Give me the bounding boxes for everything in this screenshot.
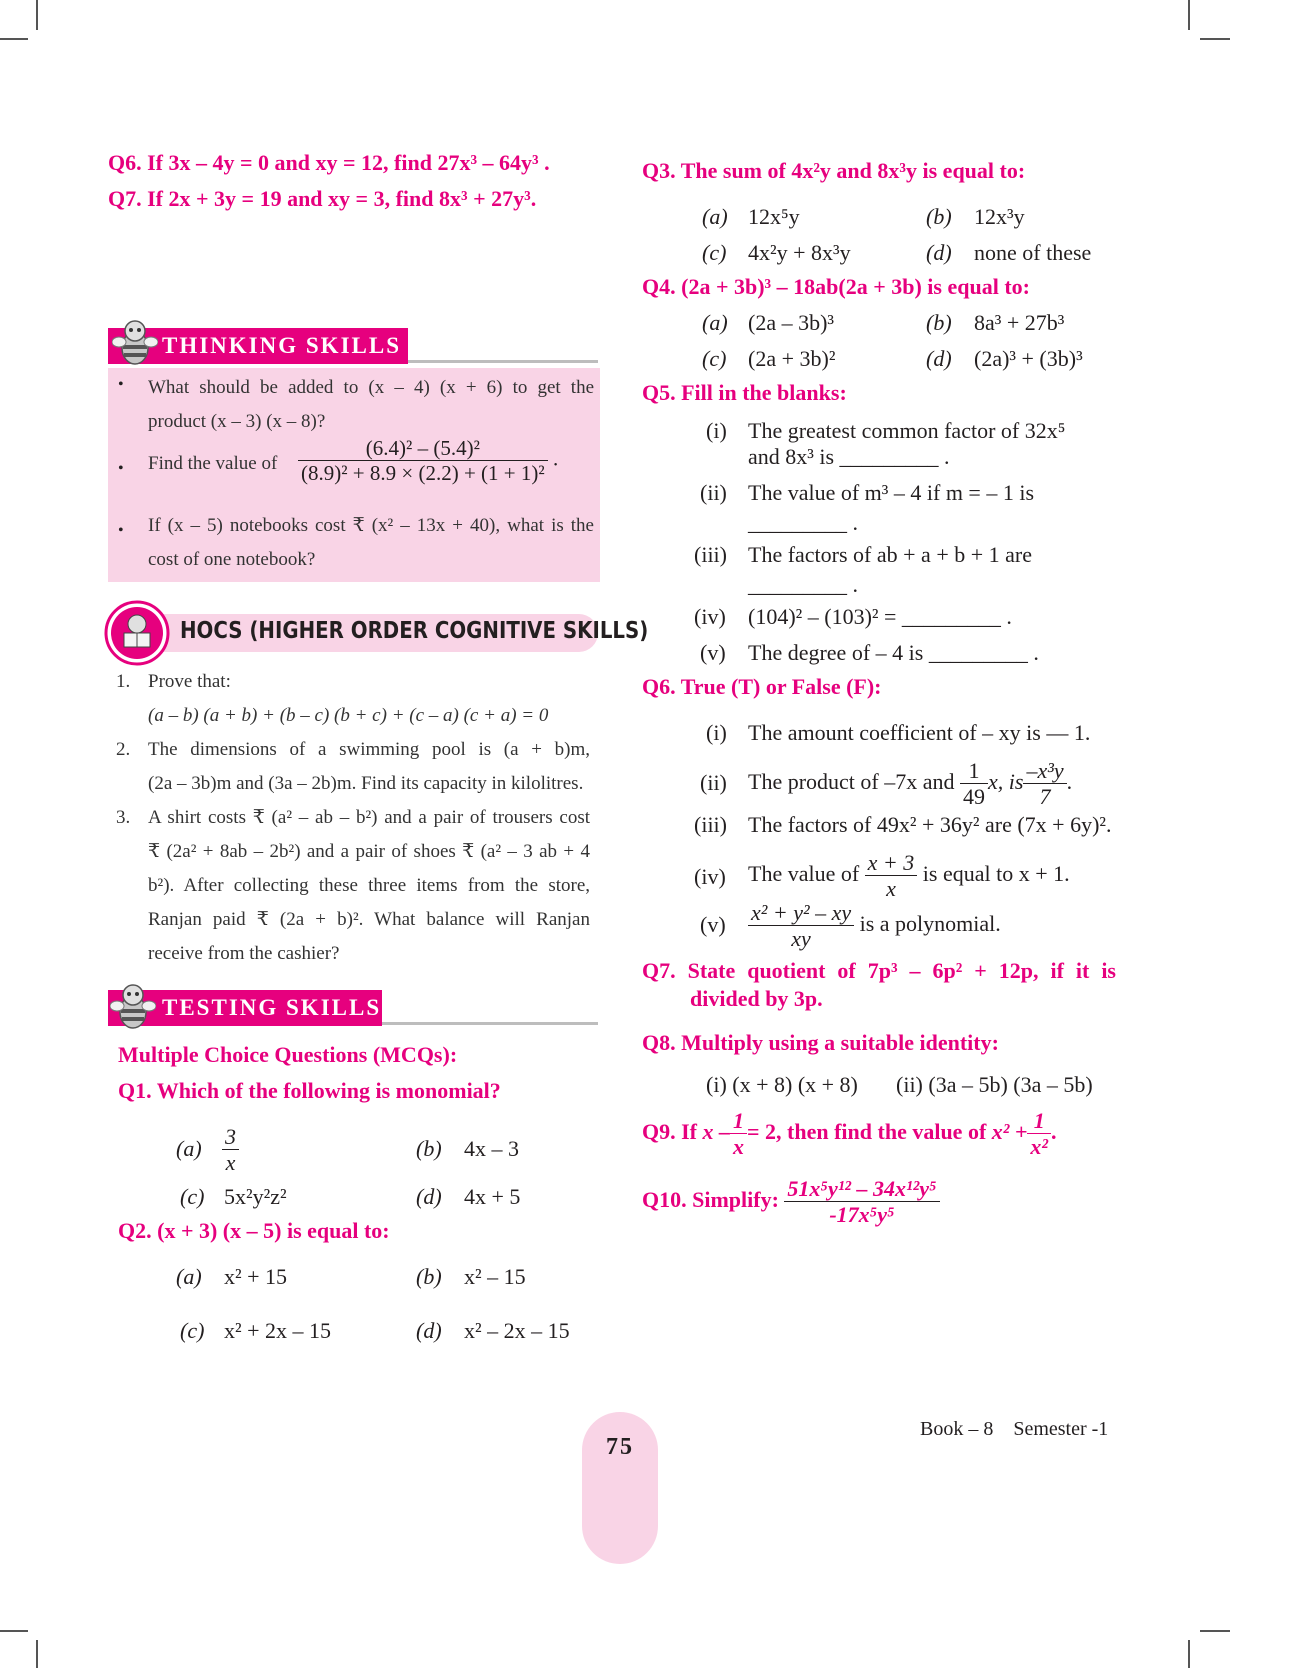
bullet: • <box>118 460 124 477</box>
hocs-number-3: 3. <box>116 807 131 828</box>
thinking-item-1-line-2: product (x – 3) (x – 8)? <box>148 411 326 432</box>
item-label: (iii) <box>694 812 727 837</box>
option-label: (c) <box>180 1184 205 1209</box>
option-label: (a) <box>176 1264 202 1289</box>
fraction-numerator: (6.4)² – (5.4)² <box>298 436 548 461</box>
q5-item-iii-line-2: _________ . <box>748 572 858 597</box>
q6-item-i: The amount coefficient of – xy is — 1. <box>748 720 1091 745</box>
hocs-item-1-line-1: Prove that: <box>148 671 231 692</box>
banner-rule <box>408 360 598 363</box>
fraction-numerator: 51x⁵y¹² – 34x¹²y⁵ <box>784 1176 939 1202</box>
crop-mark <box>1188 1640 1190 1668</box>
question-q3: Q3. The sum of 4x²y and 8x³y is equal to: <box>642 158 1026 183</box>
thinking-item-2-lead: Find the value of <box>148 453 278 474</box>
q6-item-ii-end: . <box>1066 768 1073 794</box>
fraction-numerator: 1 <box>1027 1108 1051 1134</box>
q6-item-v-end: is a polynomial. <box>859 910 1001 936</box>
hocs-item-3-line-1: A shirt costs ₹ (a² – ab – b²) and a pair of trousers cost <box>148 807 590 828</box>
q1-option-a <box>222 1124 239 1176</box>
bee-mascot-icon <box>112 318 158 368</box>
q3-option-d: none of these <box>974 240 1092 265</box>
item-label: (iv) <box>694 864 726 889</box>
item-label: (i) <box>706 418 727 443</box>
option-label: (d) <box>926 346 952 371</box>
hocs-number-2: 2. <box>116 739 131 760</box>
item-label: (iii) <box>694 542 727 567</box>
fraction-numerator: 3 <box>222 1124 239 1150</box>
thinking-item-2-fraction: $\frac{\text{(6.4)² – (5.4)²}}{\text{(8.9)² + 8.9 × (2.2) + (1 + 1)²}}$ . <box>298 436 558 485</box>
bullet: • <box>118 522 124 539</box>
q5-item-v: The degree of – 4 is _________ . <box>748 640 1039 665</box>
book-semester-label: Book – 8 Semester -1 <box>920 1418 1109 1440</box>
q2-option-c: x² + 2x – 15 <box>224 1318 332 1343</box>
fraction-denominator: x <box>733 1134 744 1160</box>
q9-end: . <box>1051 1118 1057 1144</box>
q4-option-c: (2a + 3b)² <box>748 346 836 371</box>
option-label: (a) <box>702 204 728 229</box>
page-number: 75 <box>606 1434 634 1460</box>
option-label: (d) <box>416 1184 442 1209</box>
question-q8: Q8. Multiply using a suitable identity: <box>642 1030 999 1055</box>
hocs-item-3-line-5: receive from the cashier? <box>148 943 340 964</box>
hocs-item-2-line-2: (2a – 3b)m and (3a – 2b)m. Find its capacity in kilolitres. <box>148 773 584 794</box>
q5-item-iv: (104)² – (103)² = _________ . <box>748 604 1012 629</box>
fraction-numerator: 1 <box>730 1108 747 1134</box>
question-q6-right: Q6. True (T) or False (F): <box>642 674 882 699</box>
fraction-denominator: x <box>886 876 896 902</box>
hocs-item-2-line-1: The dimensions of a swimming pool is (a + b)m, <box>148 739 590 760</box>
q6-item-ii-mid: x, is <box>988 768 1024 794</box>
q6-item-v <box>748 900 1001 952</box>
hocs-item-3-line-3: b²). After collecting these three items from the store, <box>148 875 590 896</box>
q9-mid: = 2, then find the value of <box>747 1118 987 1144</box>
q4-option-d: (2a)³ + (3b)³ <box>974 346 1083 371</box>
option-label: (b) <box>926 204 952 229</box>
question-q9 <box>642 1108 1057 1160</box>
hocs-number-1: 1. <box>116 671 131 692</box>
hocs-item-3-line-2: ₹ (2a² + 8ab – 2b²) and a pair of shoes ₹ (a² – 3 ab + 4 <box>148 841 590 862</box>
q1-option-b: 4x – 3 <box>464 1136 519 1161</box>
crop-mark <box>0 38 28 40</box>
fraction-numerator: x² + y² – xy <box>748 900 854 926</box>
reading-mascot-icon <box>104 600 170 666</box>
fraction-denominator: x² <box>1030 1134 1049 1160</box>
q5-item-ii-line-1: The value of m³ – 4 if m = – 1 is <box>748 480 1035 505</box>
q4-option-b: 8a³ + 27b³ <box>974 310 1065 335</box>
question-q7-left: Q7. If 2x + 3y = 19 and xy = 3, find 8x³ + 27y³. <box>108 186 537 211</box>
item-label: (v) <box>700 640 726 665</box>
crop-mark <box>1188 0 1190 30</box>
option-label: (b) <box>926 310 952 335</box>
item-label: (ii) <box>700 770 727 795</box>
fraction-denominator: x <box>225 1150 236 1176</box>
fraction-denominator: 49 <box>963 784 985 810</box>
bee-mascot-icon <box>110 982 156 1032</box>
crop-mark <box>1200 38 1230 40</box>
question-q4: Q4. (2a + 3b)³ – 18ab(2a + 3b) is equal to: <box>642 274 1030 299</box>
thinking-item-1-line-1: What should be added to (x – 4) (x + 6) to get the <box>148 377 594 398</box>
item-label: (iv) <box>694 604 726 629</box>
fraction-denominator: xy <box>791 926 811 952</box>
option-label: (b) <box>416 1264 442 1289</box>
q9-lead: Q9. If <box>642 1118 697 1144</box>
q2-option-b: x² – 15 <box>464 1264 526 1289</box>
q2-option-a: x² + 15 <box>224 1264 288 1289</box>
q8-item-i: (i) (x + 8) (x + 8) <box>706 1072 858 1097</box>
mcq-heading: Multiple Choice Questions (MCQs): <box>118 1042 458 1067</box>
thinking-item-3-line-1: If (x – 5) notebooks cost ₹ (x² – 13x + 40), what is the <box>148 515 594 536</box>
q9-x2: x² + <box>991 1118 1028 1144</box>
q6-item-iii: The factors of 49x² + 36y² are (7x + 6y)². <box>748 812 1112 837</box>
q10-lead: Q10. Simplify: <box>642 1186 779 1212</box>
fraction-numerator: 1 <box>960 758 988 784</box>
option-label: (b) <box>416 1136 442 1161</box>
item-label: (ii) <box>700 480 727 505</box>
question-q1: Q1. Which of the following is monomial? <box>118 1078 501 1103</box>
fraction-numerator: –x³y <box>1023 758 1066 784</box>
fraction-numerator: x + 3 <box>865 850 918 876</box>
option-label: (a) <box>702 310 728 335</box>
q5-item-i-line-1: The greatest common factor of 32x⁵ <box>748 418 1066 443</box>
fraction-denominator: -17x⁵y⁵ <box>829 1202 895 1228</box>
item-label: (v) <box>700 912 726 937</box>
crop-mark <box>36 0 38 30</box>
q5-item-ii-line-2: _________ . <box>748 510 858 535</box>
q3-option-a: 12x⁵y <box>748 204 800 229</box>
option-label: (c) <box>702 240 727 265</box>
question-q2: Q2. (x + 3) (x – 5) is equal to: <box>118 1218 390 1243</box>
q5-item-i-line-2: and 8x³ is _________ . <box>748 444 950 469</box>
q2-option-d: x² – 2x – 15 <box>464 1318 570 1343</box>
crop-mark <box>0 1630 28 1632</box>
banner-rule <box>382 1022 598 1025</box>
q3-option-b: 12x³y <box>974 204 1025 229</box>
q3-option-c: 4x²y + 8x³y <box>748 240 851 265</box>
q6-item-iv-lead: The value of <box>748 860 860 886</box>
fraction-denominator: 7 <box>1039 784 1051 810</box>
q9-x: x – <box>702 1118 730 1144</box>
option-label: (c) <box>180 1318 205 1343</box>
q6-item-ii-lead: The product of –7x and <box>748 768 955 794</box>
testing-skills-title: TESTING SKILLS <box>162 995 382 1020</box>
q6-item-ii <box>748 758 1072 810</box>
q1-option-d: 4x + 5 <box>464 1184 521 1209</box>
q6-item-iv-end: is equal to x + 1. <box>922 860 1070 886</box>
bullet: • <box>118 376 124 393</box>
question-q6-left: Q6. If 3x – 4y = 0 and xy = 12, find 27x³ – 64y³ . <box>108 150 550 175</box>
q4-option-a: (2a – 3b)³ <box>748 310 835 335</box>
hocs-item-1-line-2: (a – b) (a + b) + (b – c) (b + c) + (c – a) (c + a) = 0 <box>148 705 549 726</box>
option-label: (a) <box>176 1136 202 1161</box>
question-q10 <box>642 1176 940 1228</box>
option-label: (d) <box>926 240 952 265</box>
option-label: (d) <box>416 1318 442 1343</box>
q1-option-c: 5x²y²z² <box>224 1184 287 1209</box>
q6-item-iv <box>748 850 1070 902</box>
thinking-skills-title: THINKING SKILLS <box>162 333 401 358</box>
item-label: (i) <box>706 720 727 745</box>
option-label: (c) <box>702 346 727 371</box>
thinking-item-3-line-2: cost of one notebook? <box>148 549 316 570</box>
hocs-item-3-line-4: Ranjan paid ₹ (2a + b)². What balance will Ranjan <box>148 909 590 930</box>
question-q7-right-line-2: divided by 3p. <box>690 986 823 1011</box>
question-q7-right-line-1: Q7. State quotient of 7p³ – 6p² + 12p, if it is <box>642 958 1116 983</box>
crop-mark <box>36 1640 38 1668</box>
crop-mark <box>1200 1630 1230 1632</box>
q5-item-iii-line-1: The factors of ab + a + b + 1 are <box>748 542 1032 567</box>
question-q5: Q5. Fill in the blanks: <box>642 380 847 405</box>
fraction-denominator: (8.9)² + 8.9 × (2.2) + (1 + 1)² <box>301 461 545 486</box>
q8-item-ii: (ii) (3a – 5b) (3a – 5b) <box>896 1072 1093 1097</box>
hocs-title: HOCS (HIGHER ORDER COGNITIVE SKILLS) <box>180 618 649 644</box>
